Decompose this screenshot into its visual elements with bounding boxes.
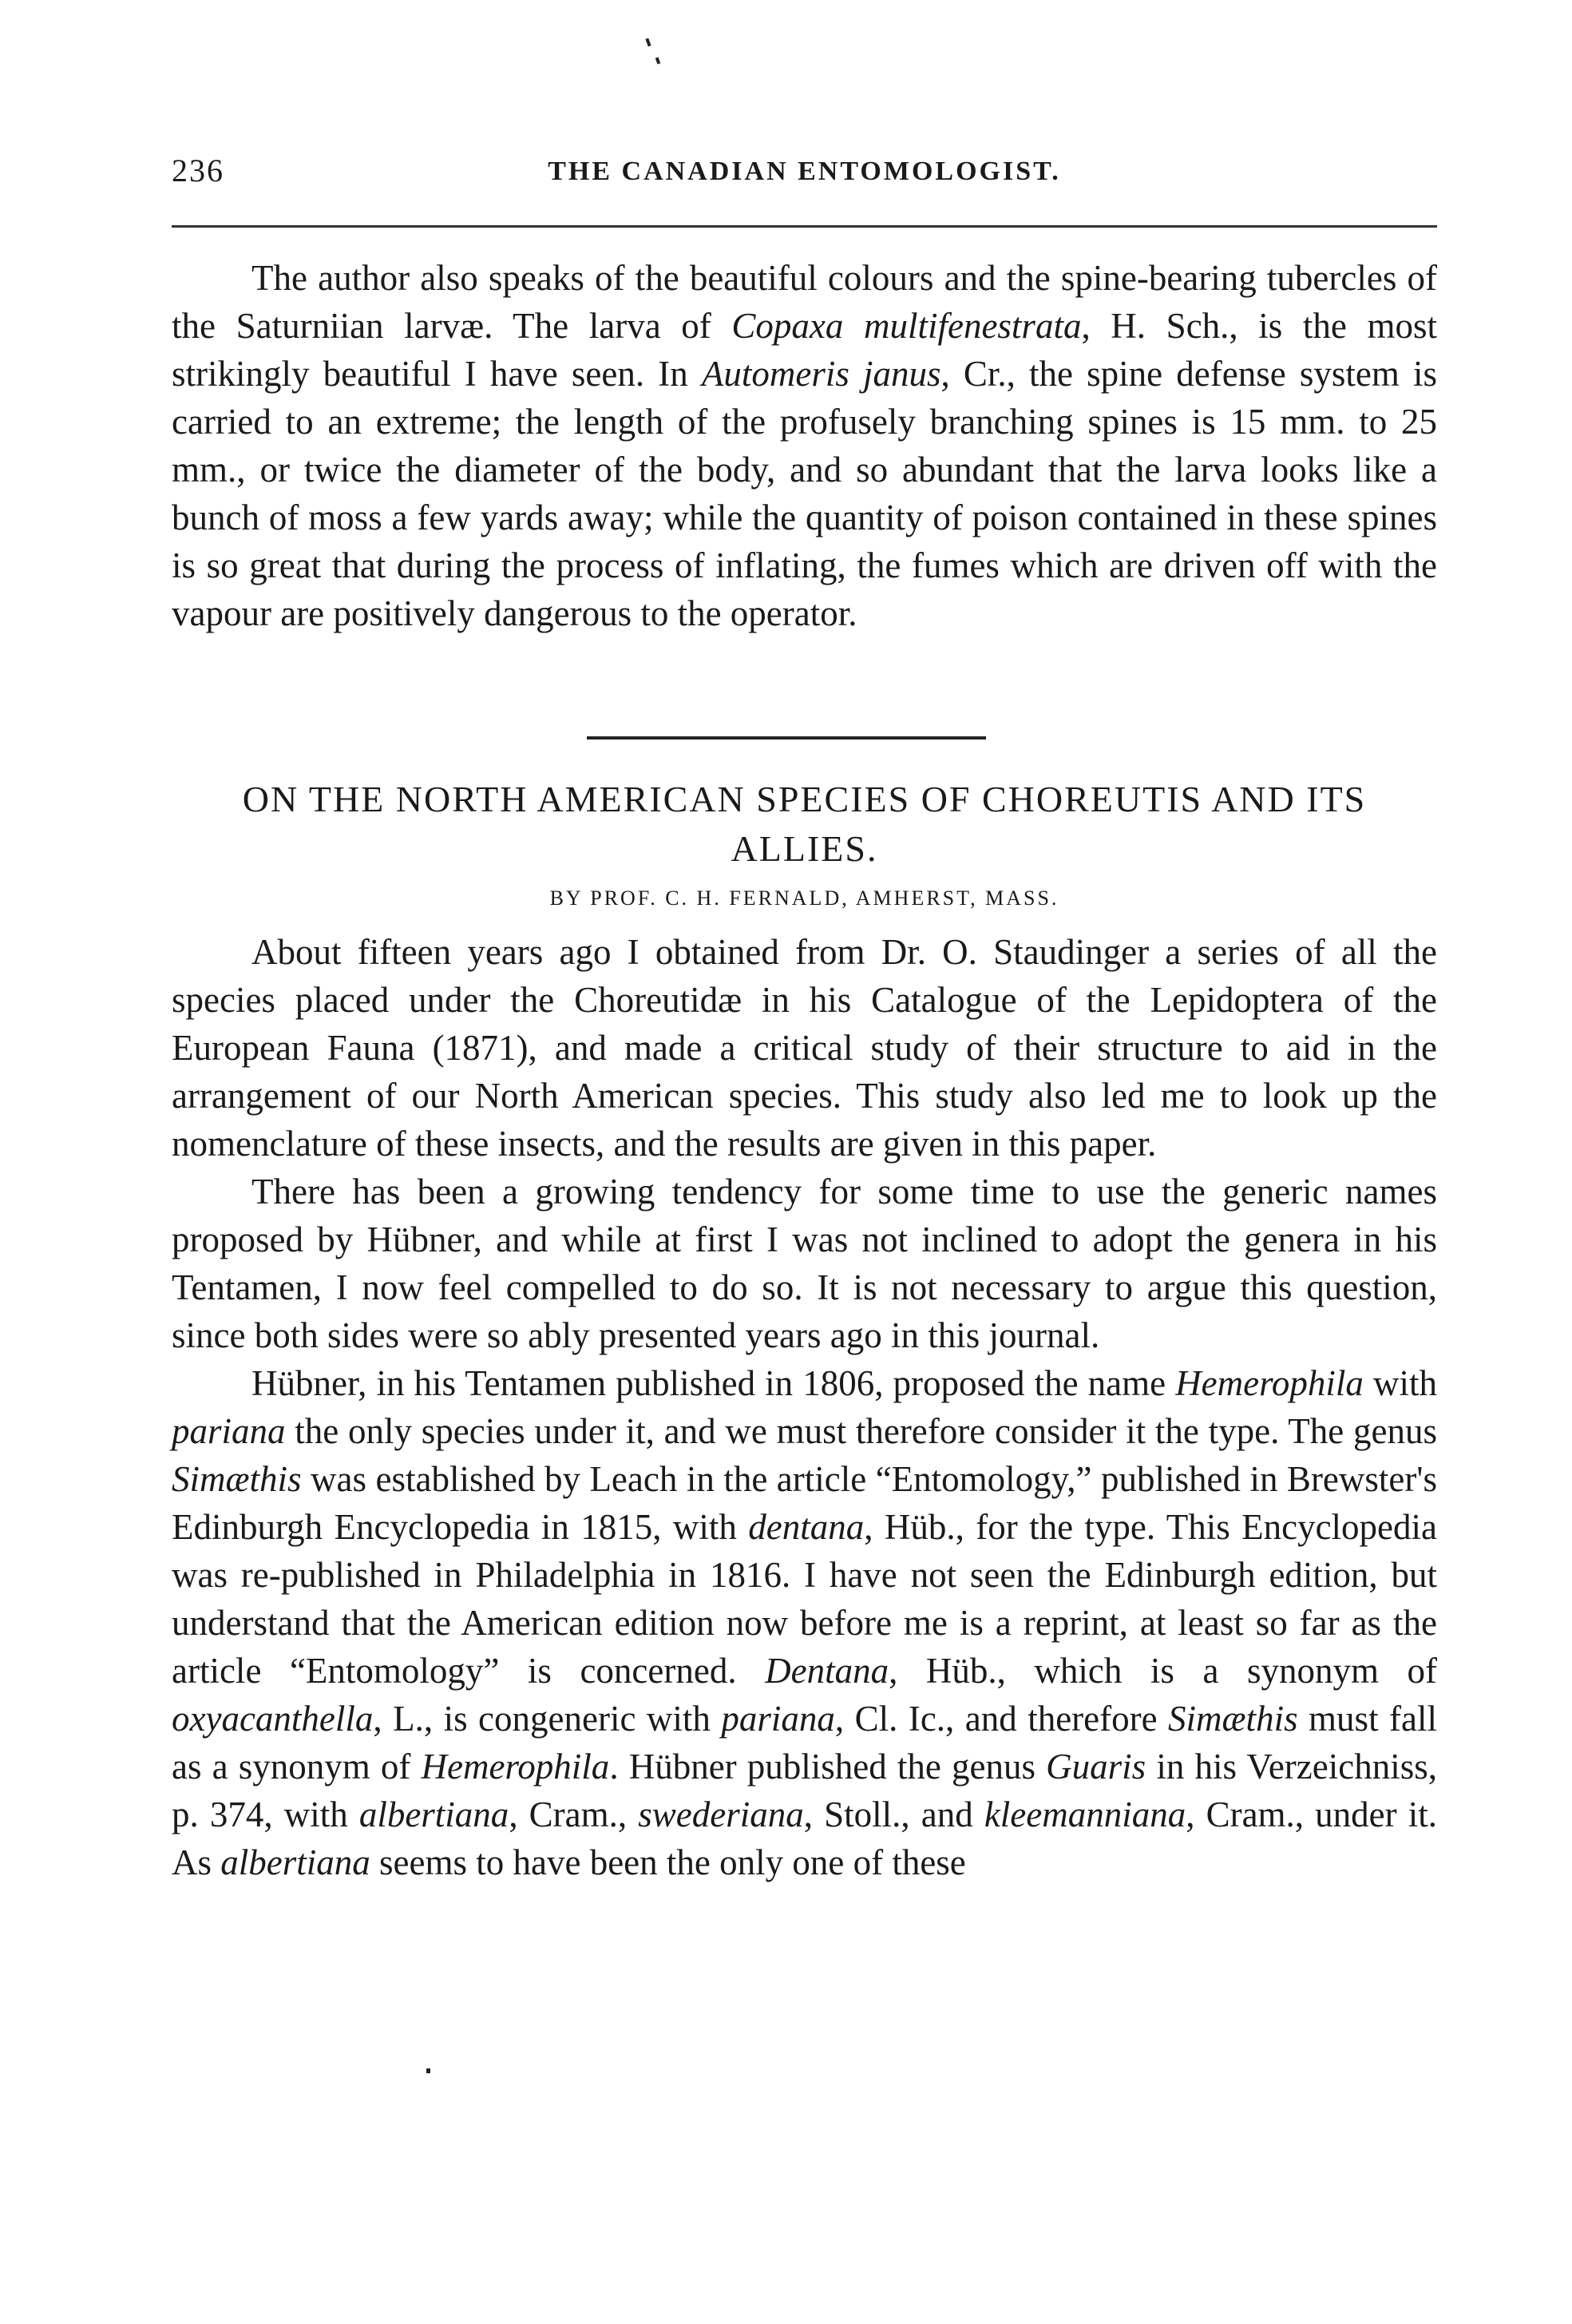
species-name: dentana [748,1507,865,1547]
running-head: THE CANADIAN ENTOMOLOGIST. [548,157,1061,186]
header-rule [172,225,1437,228]
species-name: Dentana [765,1651,889,1691]
species-name: pariana [721,1699,835,1739]
print-speck [645,38,651,47]
species-name: swederiana [638,1795,804,1834]
paragraph: Hübner, in his Tentamen published in 1806, proposed the name Hemerophila with pariana the only species under it, and we must therefore consider it the type. The genus Simæthis was established by Leach in the article “Entomology,” published in Brewster's Edinburgh Encyclopedia in 1815, with dentana, Hüb., for the type. This Encyclopedia was re-published in Philadelphia in 1816. I have not seen the Edinburgh edition, but understand that the American edition now before me is a reprint, at least so far as the article “Entomology” is concerned. Dentana, Hüb., which is a synonym of oxyacanthella, L., is congeneric with pariana, Cl. Ic., and therefore Simæthis must fall as a synonym of Hemerophila. Hübner published the genus Guaris in his Verzeichniss, p. 374, with albertiana, Cram., swederiana, Stoll., and kleemanniana, Cram., under it. As albertiana seems to have been the only one of these [172,1363,1438,1882]
genus-name: Simæthis [172,1459,302,1499]
genus-name: Simæthis [1168,1699,1298,1739]
section-divider [587,736,986,740]
page-number: 236 [172,153,224,188]
species-name: albertiana [220,1842,370,1882]
page-header [172,152,1437,200]
paragraph: About fifteen years ago I obtained from Dr. O. Staudinger a series of all the species placed under the Choreutidæ in his Catalogue of the Lepidoptera of the European Fauna (1871), and made a critical study of their structure to aid in the arrangement of our North American species. This study also led me to look up the nomenclature of these insects, and the results are given in this paper. [172,932,1437,1164]
species-name: Automeris janus [701,354,941,394]
article-byline: BY PROF. C. H. FERNALD, AMHERST, MASS. [549,886,1059,910]
genus-name: Hemerophila [1175,1363,1364,1403]
species-name: pariana [172,1411,286,1451]
article-body [172,928,1437,1886]
article-title: ON THE NORTH AMERICAN SPECIES OF CHOREUTIS AND ITS ALLIES. [242,779,1367,869]
print-speck [426,2068,430,2073]
print-speck [655,58,660,65]
species-name: oxyacanthella [172,1699,374,1739]
genus-name: Guaris [1046,1747,1146,1787]
genus-name: Hemerophila [421,1747,610,1787]
species-name: albertiana [358,1795,509,1834]
species-name: kleemanniana [984,1795,1186,1834]
continued-paragraph: The author also speaks of the beautiful colours and the spine-bearing tubercles of the Saturniian larvæ. The larva of Copaxa multifenestrata, H. Sch., is the most strikingly beautiful I have seen. In Automeris janus, Cr., the spine defense system is carried to an extreme; the length of the profusely branching spines is 15 mm. to 25 mm., or twice the diameter of the body, and so abundant that the larva looks like a bunch of moss a few yards away; while the quantity of poison contained in these spines is so great that during the process of inflating, the fumes which are driven off with the vapour are positively dangerous to the operator. [172,258,1437,633]
continued-text-block [172,254,1437,637]
paragraph: There has been a growing tendency for some time to use the generic names proposed by Hübner, and while at first I was not inclined to adopt the genera in his Tentamen, I now feel compelled to do so. It is not necessary to argue this question, since both sides were so ably presented years ago in this journal. [172,1172,1437,1355]
species-name: Copaxa multifenestrata [731,306,1082,346]
